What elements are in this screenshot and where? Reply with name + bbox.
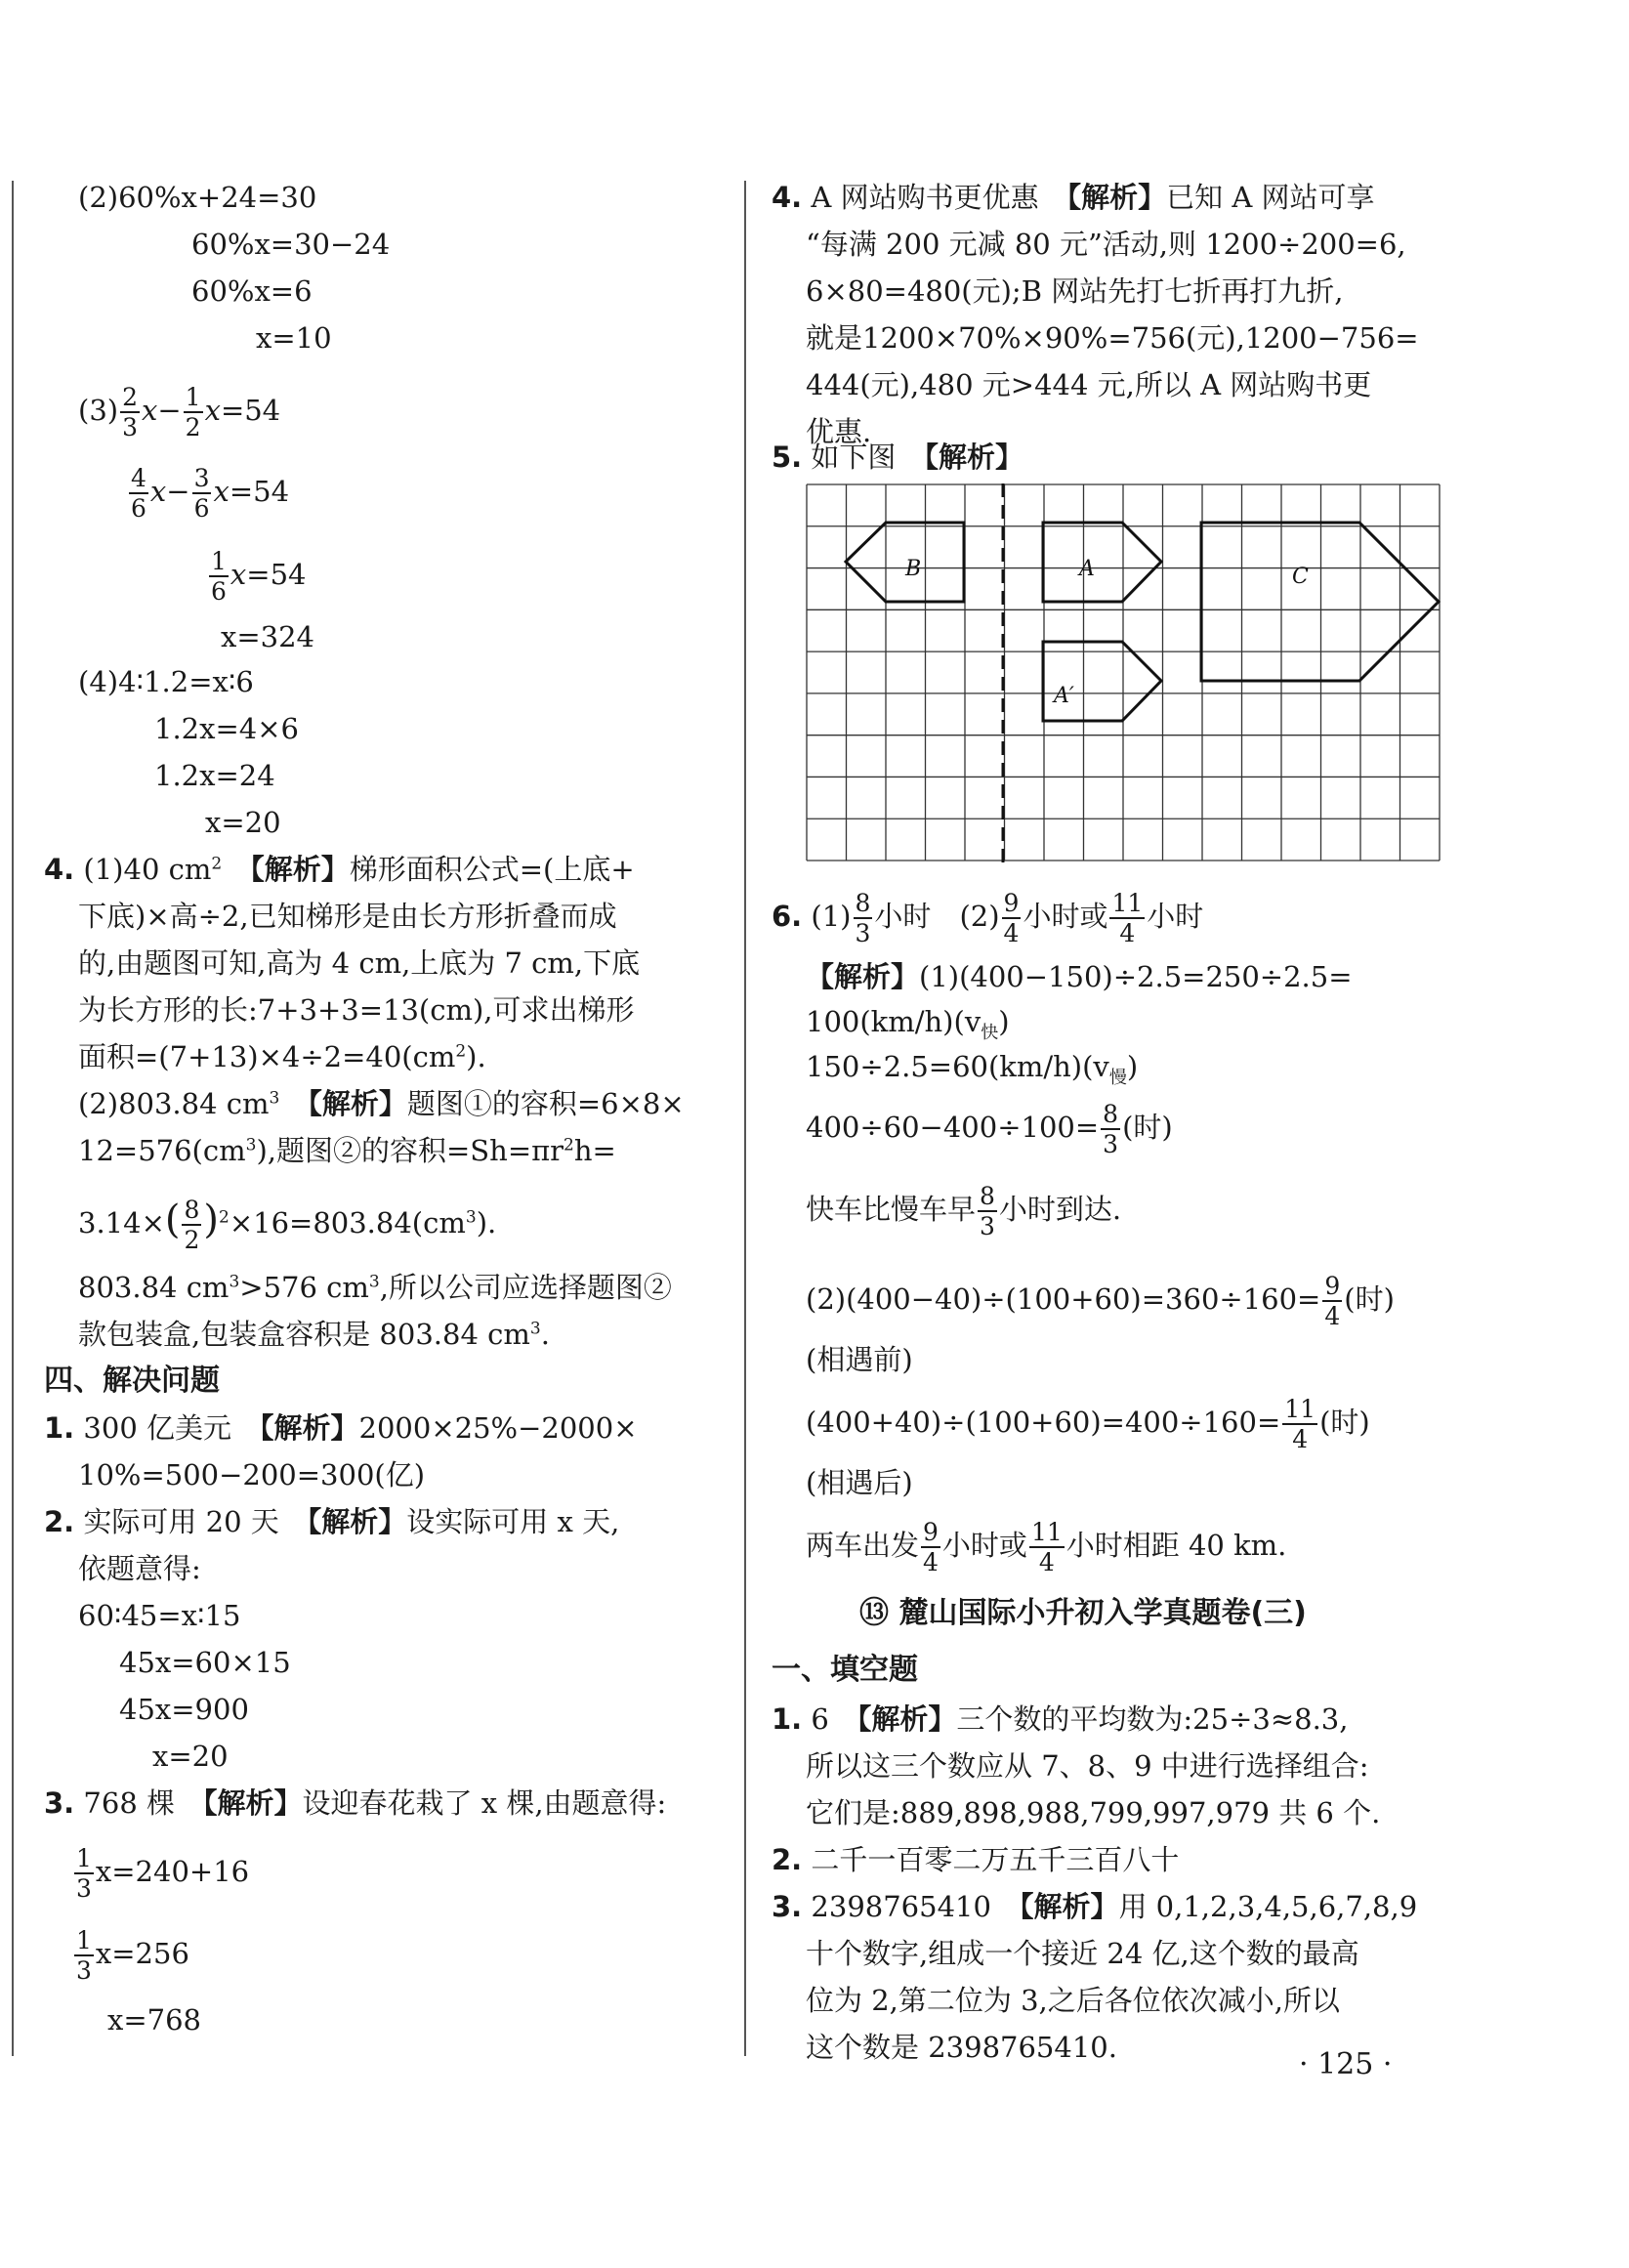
- shape-a: [1043, 523, 1161, 602]
- answer-line: 3.14×( $\frac{8}{2}$ )$^2\times 16=803.84(cm^3)$.: [78, 1196, 497, 1254]
- answer-line: 快车比慢车早 $\frac{8}{3}$ 小时到达.: [806, 1182, 1122, 1240]
- grid-figure: [806, 483, 1441, 864]
- answer-line: 6. (1) $\frac{8}{3}$ 小时 (2) $\frac{9}{4}$ 小时或 $\frac{11}{4}$ 小时: [772, 889, 1204, 947]
- answer-line: 优惠.: [806, 415, 872, 448]
- answer-line: 803.84 $cm^3>576$ $cm^3$,所以公司应选择题图②: [78, 1271, 672, 1304]
- eq-line: x=10: [256, 321, 332, 355]
- answer-line: 3. 768 棵 【解析】设迎春花栽了 x 棵,由题意得:: [44, 1786, 667, 1820]
- eq-line: x=20: [205, 806, 281, 839]
- answer-line: 下底)×高÷2,已知梯形是由长方形折叠而成: [78, 900, 617, 933]
- eq-line: $\frac{1}{6}$ x=54: [211, 547, 307, 606]
- answer-line: 2. 二千一百零二万五千三百八十: [772, 1843, 1180, 1876]
- eq-line: x=324: [221, 620, 315, 653]
- shape-c: [1201, 523, 1439, 681]
- label-a: A: [1079, 557, 1095, 581]
- answer-line: 444(元),480 元>444 元,所以 A 网站购书更: [806, 368, 1372, 401]
- eq-line: $\frac{4}{6}$ x− $\frac{3}{6}$ x=54: [131, 464, 290, 523]
- label-a-prime: A′: [1054, 684, 1074, 708]
- shape-a-prime: [1043, 642, 1161, 721]
- answer-line: (2)803.84 $cm^3$ 【解析】题图①的容积=6×8×: [78, 1087, 685, 1120]
- answer-line: 3. 2398765410 【解析】用 0,1,2,3,4,5,6,7,8,9: [772, 1890, 1418, 1923]
- eq-line: 60%x=30−24: [191, 228, 391, 261]
- answer-line: 位为 2,第二位为 3,之后各位依次减小,所以: [806, 1984, 1340, 2017]
- eq-line: 1.2x=4×6: [154, 712, 299, 745]
- answer-line: $100(km/h)(v_快)$: [806, 1005, 1010, 1043]
- exam-title: ⑬ 麓山国际小升初入学真题卷(三): [859, 1596, 1307, 1630]
- answer-line: 6×80=480(元);B 网站先打七折再打九折,: [806, 274, 1344, 308]
- eq-line: $\frac{1}{3}$ x=256: [76, 1926, 189, 1985]
- label-b: B: [905, 557, 922, 581]
- section-heading: 一、填空题: [772, 1653, 918, 1687]
- eq-line: (2)60%x+24=30: [78, 181, 317, 214]
- answer-line: 这个数是 2398765410.: [806, 2031, 1117, 2064]
- answer-line: 4. A 网站购书更优惠 【解析】已知 A 网站可享: [772, 181, 1375, 214]
- answer-line: 1. 300 亿美元 【解析】2000×25%−2000×: [44, 1411, 638, 1445]
- answer-line: 【解析】(1)(400−150)÷2.5=250÷2.5=: [806, 960, 1353, 993]
- answer-line: “每满 200 元减 80 元”活动,则 1200÷200=6,: [806, 228, 1406, 261]
- answer-line: 4. (1)40 $cm^2$ 【解析】梯形面积公式=(上底+: [44, 853, 635, 886]
- answer-line: (2)(400−40)÷(100+60)=360÷160= $\frac{9}{4}$ (时): [806, 1272, 1395, 1330]
- left-margin-rule: [12, 181, 14, 2056]
- answer-line: 依题意得:: [78, 1552, 201, 1585]
- answer-line: 1. 6 【解析】三个数的平均数为:25÷3≈8.3,: [772, 1702, 1349, 1736]
- answer-line: 它们是:889,898,988,799,997,979 共 6 个.: [806, 1796, 1381, 1829]
- page-number: · 125 ·: [1299, 2047, 1393, 2081]
- column-divider: [744, 181, 746, 2056]
- label-c: C: [1292, 565, 1309, 589]
- eq-line: (3) $\frac{2}{3}$ x− $\frac{1}{2}$ x=54: [78, 383, 281, 441]
- answer-line: 2. 实际可用 20 天 【解析】设实际可用 x 天,: [44, 1505, 620, 1538]
- answer-line: (400+40)÷(100+60)=400÷160= $\frac{11}{4}$ (时): [806, 1395, 1370, 1453]
- answer-line: 就是1200×70%×90%=756(元),1200−756=: [806, 321, 1419, 355]
- answer-line: 所以这三个数应从 7、8、9 中进行选择组合:: [806, 1749, 1369, 1783]
- eq-line: x=20: [152, 1740, 229, 1773]
- answer-line: 款包装盒,包装盒容积是 803.84 $cm^3$.: [78, 1318, 550, 1351]
- eq-line: (4)4∶1.2=x∶6: [78, 665, 254, 698]
- answer-line: (相遇后): [806, 1466, 913, 1499]
- eq-line: 45x=60×15: [119, 1646, 291, 1679]
- answer-line: 两车出发 $\frac{9}{4}$ 小时或 $\frac{11}{4}$ 小时相距 40 km.: [806, 1518, 1287, 1576]
- answer-line: (相遇前): [806, 1343, 913, 1376]
- answer-line: 面积$=(7+13)\times 4\div 2=40(cm^2)$.: [78, 1040, 486, 1073]
- answer-line: 10%=500−200=300(亿): [78, 1458, 426, 1491]
- eq-line: 45x=900: [119, 1693, 249, 1726]
- answer-line: 为长方形的长:7+3+3=13(cm),可求出梯形: [78, 993, 635, 1027]
- eq-line: x=768: [107, 2003, 202, 2037]
- answer-line: $150\div 2.5=60(km/h)(v_慢)$: [806, 1050, 1139, 1088]
- eq-line: 60∶45=x∶15: [78, 1599, 241, 1632]
- eq-line: 1.2x=24: [154, 759, 275, 792]
- answer-line: $12=576(cm^3)$,题图②的容积$=Sh=\pi r^2h=$: [78, 1134, 616, 1167]
- answer-line: 5. 如下图 【解析】: [772, 441, 1023, 474]
- answer-line: 的,由题图可知,高为 4 cm,上底为 7 cm,下底: [78, 946, 641, 980]
- section-heading: 四、解决问题: [44, 1364, 220, 1398]
- answer-line: 十个数字,组成一个接近 24 亿,这个数的最高: [806, 1937, 1359, 1970]
- eq-line: 60%x=6: [191, 274, 313, 308]
- answer-line: 400÷60−400÷100= $\frac{8}{3}$ (时): [806, 1100, 1173, 1158]
- eq-line: $\frac{1}{3}$ x=240+16: [76, 1844, 250, 1903]
- grid-lines: [807, 484, 1440, 861]
